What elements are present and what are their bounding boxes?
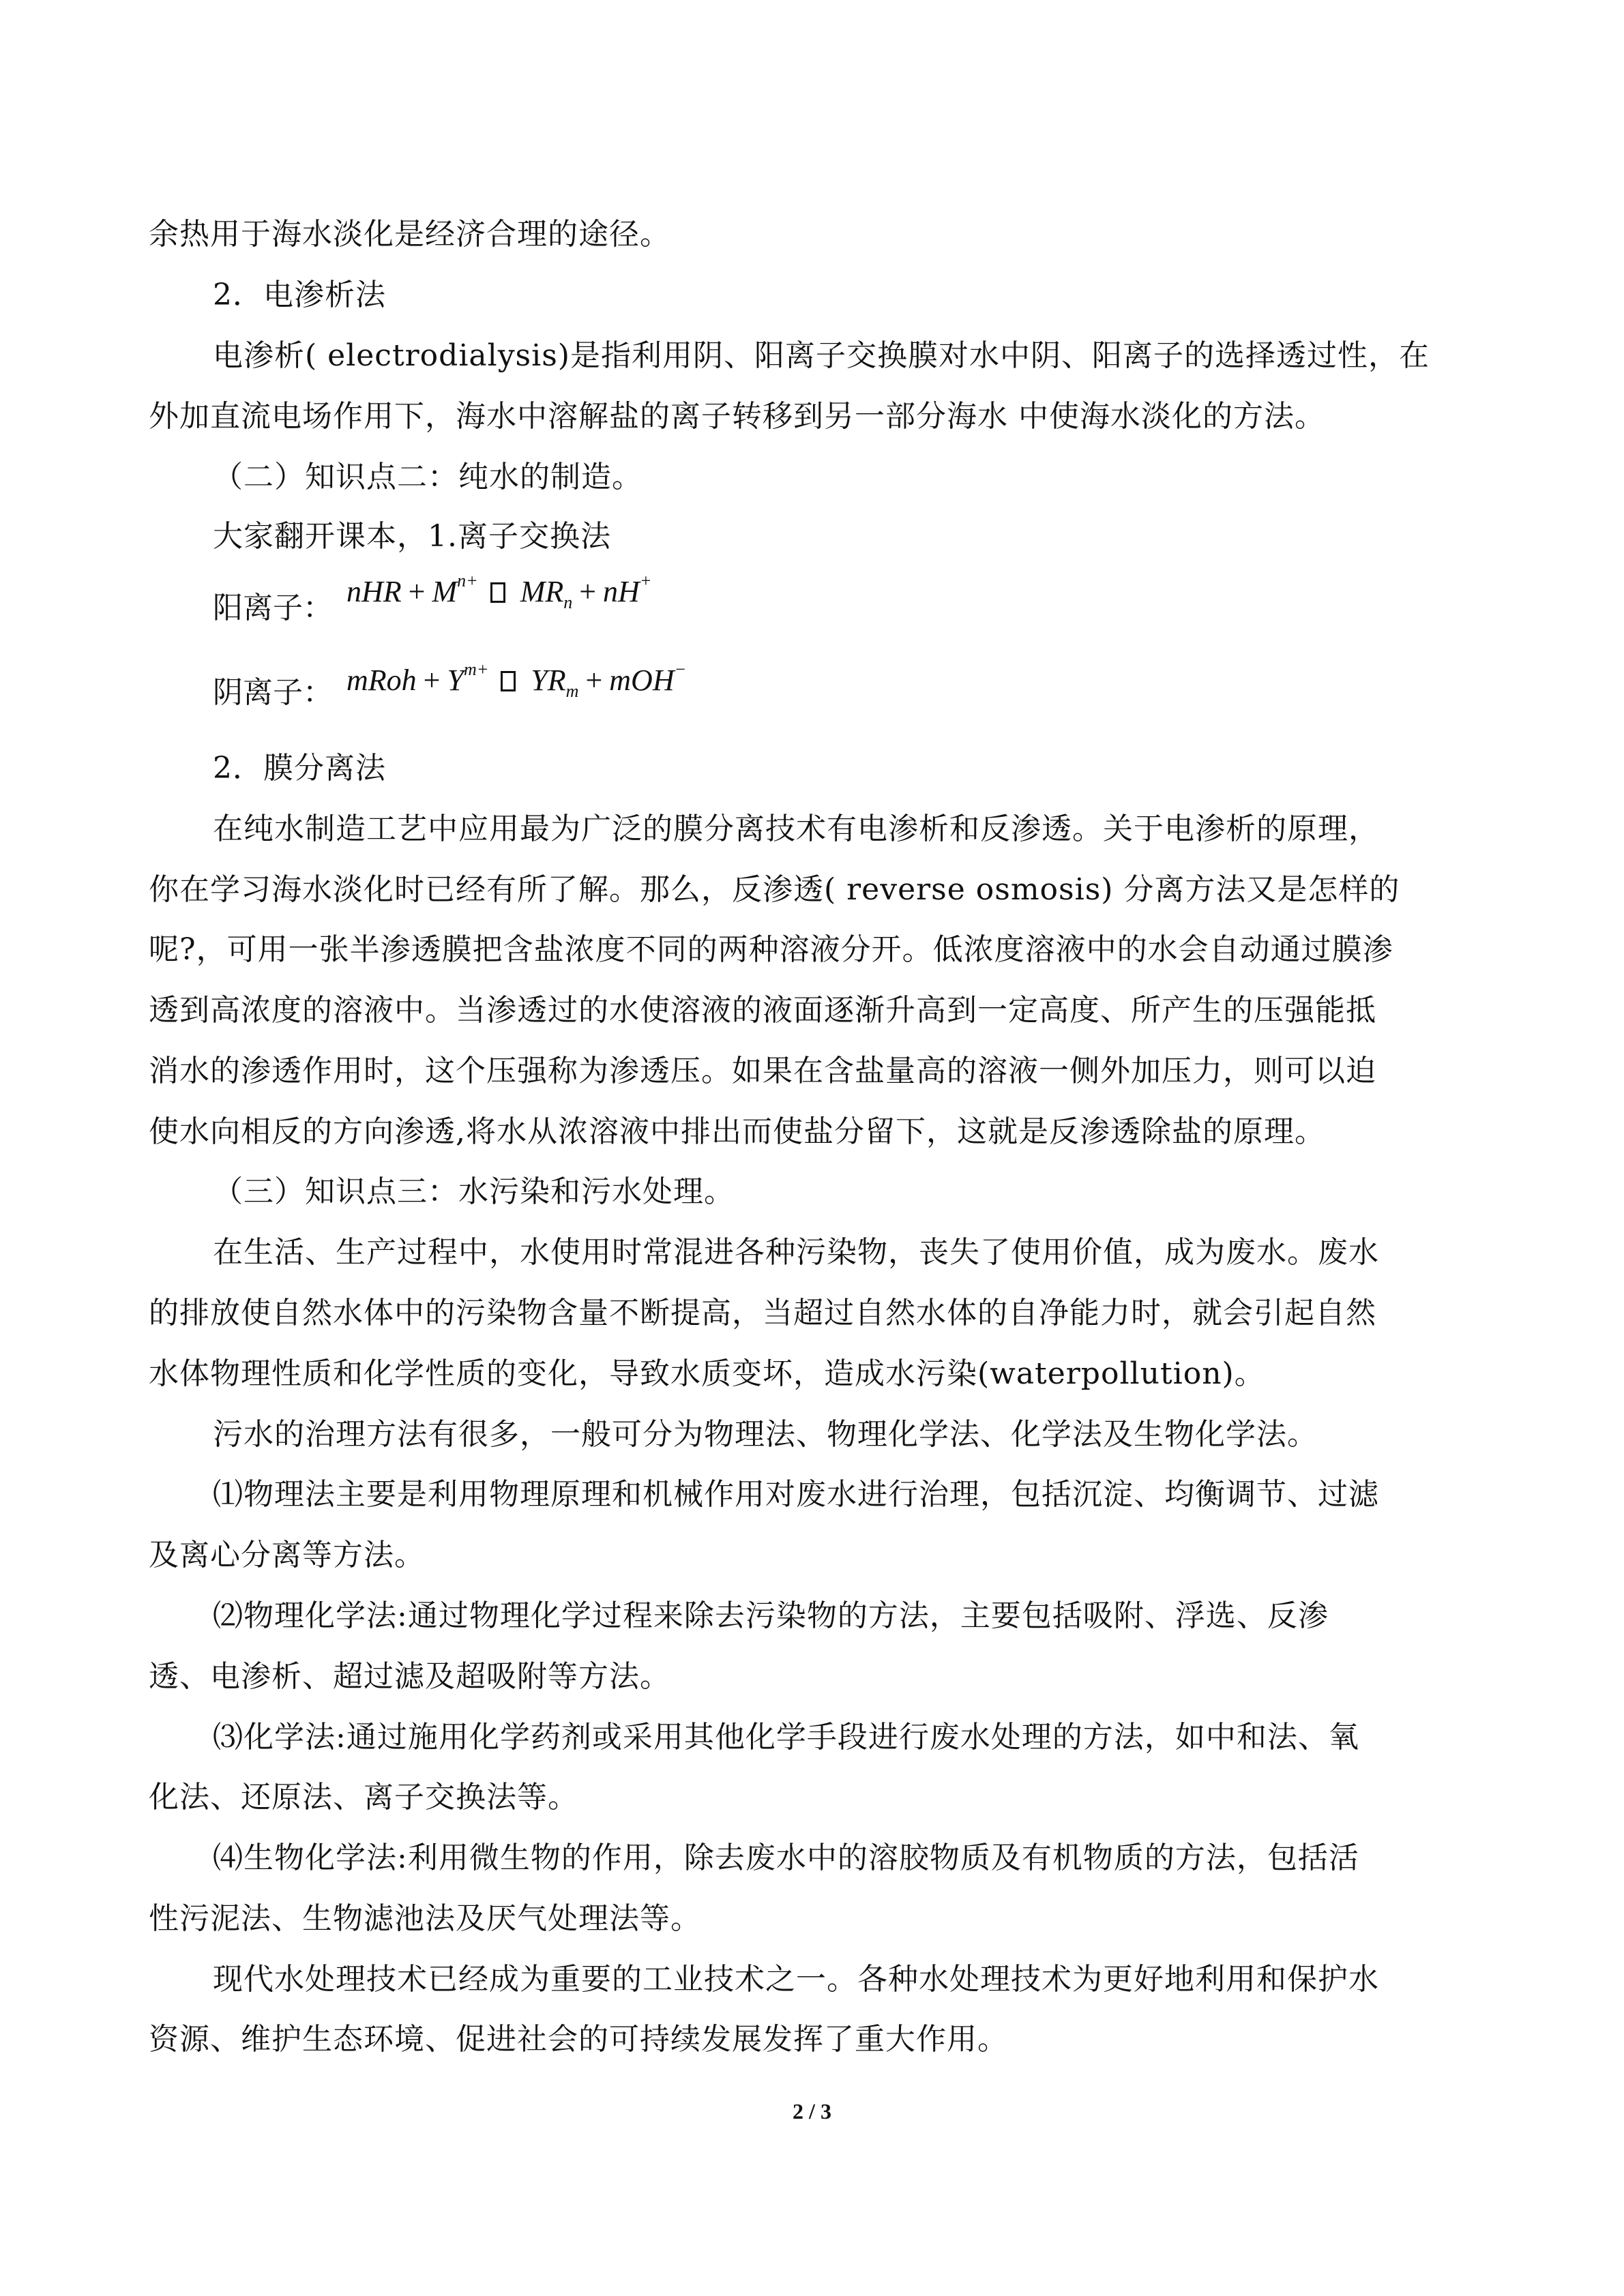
- paragraph-line: 透到高浓度的溶液中。当渗透过的水使溶液的液面逐渐升高到一定高度、所产生的压强能抵: [149, 993, 1376, 1028]
- formula-operator: +: [423, 664, 441, 697]
- paragraph-line: 性污泥法、生物滤池法及厌气处理法等。: [149, 1901, 701, 1936]
- anion-label: 阴离子：: [213, 675, 333, 710]
- formula-subscript: m: [565, 681, 579, 701]
- paragraph-line: 在纯水制造工艺中应用最为广泛的膜分离技术有电渗析和反渗透。关于电渗析的原理，: [213, 811, 1379, 846]
- paragraph-line: 现代水处理技术已经成为重要的工业技术之一。各种水处理技术为更好地利用和保护水: [213, 1962, 1379, 1997]
- paragraph-line: 污水的治理方法有很多，一般可分为物理法、物理化学法、化学法及生物化学法。: [213, 1417, 1318, 1452]
- cation-label: 阳离子：: [213, 591, 333, 625]
- formula-superscript: m+: [463, 659, 489, 679]
- paragraph-line: 水体物理性质和化学性质的变化，导致水质变坏，造成水污染(waterpollution)。: [149, 1356, 1265, 1391]
- reversible-arrow-icon: [501, 671, 516, 691]
- formula-subscript: n: [563, 593, 573, 612]
- formula-operator: +: [408, 575, 426, 608]
- paragraph-line: 电渗析( electrodialysis)是指利用阴、阳离子交换膜对水中阴、阳离子的选择透过性，在: [213, 338, 1430, 373]
- section-heading-electrodialysis: 2．电渗析法: [213, 278, 386, 312]
- paragraph-line: 消水的渗透作用时，这个压强称为渗透压。如果在含盐量高的溶液一侧外加压力，则可以迫: [149, 1054, 1376, 1088]
- paragraph-line: 呢?，可用一张半渗透膜把含盐浓度不同的两种溶液分开。低浓度溶液中的水会自动通过膜渗: [149, 932, 1393, 967]
- formula-term: M: [432, 575, 458, 608]
- reversible-arrow-icon: [490, 582, 505, 603]
- paragraph-line: 使水向相反的方向渗透,将水从浓溶液中排出而使盐分留下，这就是反渗透除盐的原理。: [149, 1114, 1325, 1149]
- paragraph-line: 化法、还原法、离子交换法等。: [149, 1780, 578, 1815]
- paragraph-line: 及离心分离等方法。: [149, 1538, 425, 1572]
- anion-exchange-equation: [346, 660, 686, 701]
- paragraph-line: ⑷生物化学法:利用微生物的作用，除去废水中的溶胶物质及有机物质的方法，包括活: [213, 1840, 1359, 1875]
- paragraph-line: ⑴物理法主要是利用物理原理和机械作用对废水进行治理，包括沉淀、均衡调节、过滤: [213, 1477, 1379, 1512]
- paragraph-line: ⑵物理化学法:通过物理化学过程来除去污染物的方法，主要包括吸附、浮选、反渗: [213, 1598, 1329, 1633]
- page-number: 2 / 3: [793, 2099, 831, 2123]
- paragraph-line: 余热用于海水淡化是经济合理的途径。: [149, 217, 670, 252]
- paragraph-line: 的排放使自然水体中的污染物含量不断提高，当超过自然水体的自净能力时，就会引起自然: [149, 1296, 1376, 1330]
- paragraph-line: 资源、维护生态环境、促进社会的可持续发展发挥了重大作用。: [149, 2022, 1008, 2057]
- formula-term: nH: [603, 575, 640, 608]
- formula-term: mOH: [609, 664, 675, 697]
- section-heading-knowledge-point-3: （三）知识点三：水污染和污水处理。: [213, 1174, 735, 1209]
- formula-operator: +: [579, 575, 597, 608]
- cation-exchange-equation: [346, 571, 651, 612]
- paragraph-line: 透、电渗析、超过滤及超吸附等方法。: [149, 1659, 670, 1694]
- formula-term: mRoh: [346, 664, 417, 697]
- paragraph-line: 大家翻开课本，1.离子交换法: [213, 519, 611, 554]
- formula-superscript: +: [639, 571, 652, 591]
- paragraph-line: 外加直流电场作用下，海水中溶解盐的离子转移到另一部分海水 中使海水淡化的方法。: [149, 399, 1325, 434]
- formula-superscript: −: [674, 659, 687, 679]
- formula-term: YR: [531, 664, 566, 697]
- section-heading-knowledge-point-2: （二）知识点二：纯水的制造。: [213, 460, 643, 494]
- formula-term: Y: [447, 664, 464, 697]
- formula-operator: +: [585, 664, 603, 697]
- formula-superscript: n+: [457, 571, 478, 591]
- paragraph-line: 你在学习海水淡化时已经有所了解。那么，反渗透( reverse osmosis) 分离方法又是怎样的: [149, 872, 1400, 907]
- paragraph-line: ⑶化学法:通过施用化学药剂或采用其他化学手段进行废水处理的方法，如中和法、氧: [213, 1720, 1359, 1755]
- formula-term: MR: [520, 575, 564, 608]
- section-heading-membrane-separation: 2．膜分离法: [213, 751, 386, 786]
- formula-term: nHR: [346, 575, 402, 608]
- paragraph-line: 在生活、生产过程中，水使用时常混进各种污染物，丧失了使用价值，成为废水。废水: [213, 1235, 1379, 1270]
